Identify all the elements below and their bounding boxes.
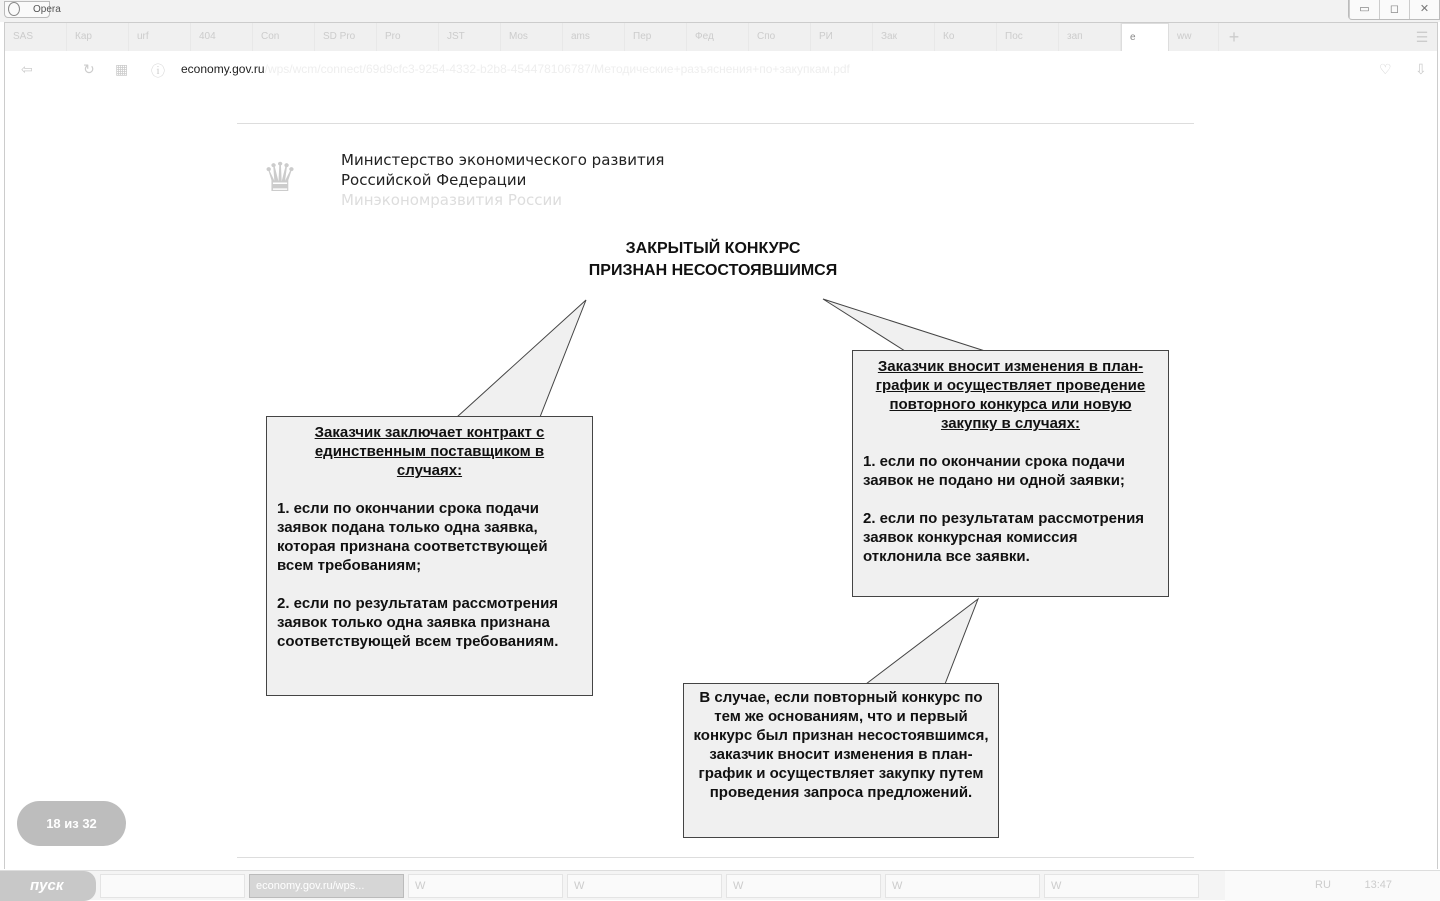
download-icon[interactable]: ⇩ bbox=[1415, 61, 1427, 77]
app-name: Opera bbox=[33, 4, 61, 15]
bottom-callout-box bbox=[683, 683, 999, 838]
right-callout-tail bbox=[823, 299, 985, 351]
taskbar-item[interactable]: W bbox=[1044, 874, 1199, 898]
new-tab-button[interactable]: + bbox=[1228, 27, 1240, 47]
title-line1: ЗАКРЫТЫЙ КОНКУРС bbox=[625, 240, 801, 257]
close-button[interactable]: ✕ bbox=[1409, 0, 1439, 19]
browser-tab[interactable]: JST bbox=[439, 23, 501, 51]
language-indicator[interactable]: RU bbox=[1315, 878, 1331, 891]
bookmark-heart-icon[interactable]: ♡ bbox=[1379, 61, 1392, 77]
right-box-item-2: 2. если по результатам рассмотрения заявок конкурсная комиссия отклонила все заявки. bbox=[863, 510, 1145, 565]
left-box-item-1: 1. если по окончании срока подачи заявок подана только одна заявка, которая признана соответствующей всем требованиям; bbox=[277, 500, 548, 574]
browser-tab[interactable]: Кар bbox=[67, 23, 129, 51]
left-box-item-2: 2. если по результатам рассмотрения заявок только одна заявка признана соответствующей всем требованиям. bbox=[277, 595, 559, 650]
taskbar-item[interactable] bbox=[100, 874, 245, 898]
left-box-heading: Заказчик заключает контракт с единственным поставщиком в случаях: bbox=[314, 424, 545, 479]
taskbar-item[interactable]: W bbox=[885, 874, 1040, 898]
page-counter: 18 из 32 bbox=[17, 801, 126, 846]
back-icon[interactable]: ⇦ bbox=[21, 61, 33, 77]
browser-tab[interactable]: Зак bbox=[873, 23, 935, 51]
browser-tab[interactable]: Con bbox=[253, 23, 315, 51]
right-callout-box bbox=[852, 350, 1169, 597]
reload-icon[interactable]: ↻ bbox=[83, 61, 95, 77]
browser-tab[interactable]: ams bbox=[563, 23, 625, 51]
taskbar-item[interactable]: W bbox=[408, 874, 563, 898]
start-button[interactable]: пуск bbox=[0, 871, 96, 901]
browser-tab[interactable]: SD Pro bbox=[315, 23, 377, 51]
bottom-box-text: В случае, если повторный конкурс по тем же основаниям, что и первый конкурс был признан несостоявшимся, заказчик вносит изменения в план-график и осуществляет закупку путем проведения запроса предложений. bbox=[693, 689, 989, 801]
browser-tab[interactable]: зап bbox=[1059, 23, 1121, 51]
site-info-icon[interactable]: ⓘ bbox=[151, 63, 165, 79]
left-callout-tail bbox=[457, 300, 586, 417]
system-tray bbox=[1225, 871, 1440, 901]
browser-tab[interactable]: Пер bbox=[625, 23, 687, 51]
right-box-item-1: 1. если по окончании срока подачи заявок не подано ни одной заявки; bbox=[863, 453, 1126, 489]
maximize-button[interactable]: ◻ bbox=[1379, 0, 1409, 19]
browser-tab[interactable]: Фед bbox=[687, 23, 749, 51]
browser-tab[interactable]: urf bbox=[129, 23, 191, 51]
left-callout-box bbox=[266, 416, 593, 696]
taskbar bbox=[0, 870, 1440, 900]
ministry-name-line1: Министерство экономического развития bbox=[341, 151, 665, 169]
browser-tab[interactable]: РИ bbox=[811, 23, 873, 51]
browser-tab[interactable]: Pro bbox=[377, 23, 439, 51]
browser-tab[interactable]: Пос bbox=[997, 23, 1059, 51]
bottom-callout-tail bbox=[866, 599, 978, 684]
browser-tab[interactable]: Mos bbox=[501, 23, 563, 51]
url-domain: economy.gov.ru bbox=[181, 62, 265, 76]
browser-tab[interactable]: 404 bbox=[191, 23, 253, 51]
taskbar-item[interactable]: W bbox=[567, 874, 722, 898]
speed-dial-icon[interactable]: ▦ bbox=[115, 61, 129, 77]
coat-of-arms-logo: ♛ bbox=[262, 156, 298, 200]
browser-tab[interactable]: Спо bbox=[749, 23, 811, 51]
tab-menu-button[interactable]: ☰ bbox=[1415, 29, 1429, 45]
url-path: /wps/wcm/connect/69d9cfc3-9254-4332-b2b8-454478106787/Методические+разъяснения+по+закупкам.pdf bbox=[264, 62, 850, 76]
title-line2: ПРИЗНАН НЕСОСТОЯВШИМСЯ bbox=[588, 262, 838, 279]
browser-tab[interactable]: ww bbox=[1169, 23, 1219, 51]
right-box-heading: Заказчик вносит изменения в план-график и осуществляет проведение повторного конкурса или новую закупку в случаях: bbox=[875, 358, 1146, 432]
clock: 13:47 bbox=[1364, 878, 1393, 891]
browser-tab[interactable]: SAS bbox=[5, 23, 67, 51]
browser-tab[interactable]: Ко bbox=[935, 23, 997, 51]
minimize-button[interactable]: ▭ bbox=[1349, 0, 1379, 19]
ministry-name-line2: Российской Федерации bbox=[341, 171, 527, 189]
taskbar-item[interactable]: economy.gov.ru/wps... bbox=[249, 874, 404, 898]
browser-tab-active[interactable]: е bbox=[1121, 23, 1169, 51]
ministry-short-name: Минэкономразвития России bbox=[341, 191, 563, 209]
taskbar-item[interactable]: W bbox=[726, 874, 881, 898]
